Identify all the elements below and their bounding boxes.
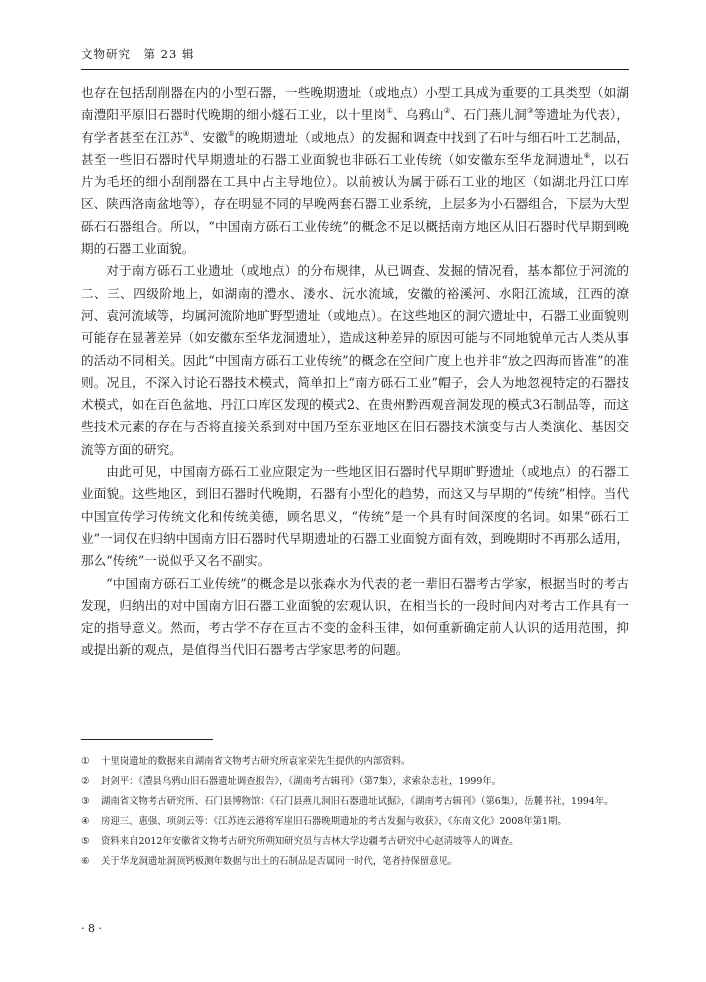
footnote-ref: ⑤: [227, 128, 235, 138]
footnotes: [81, 752, 629, 871]
footnote-number: ①: [81, 756, 90, 767]
footnote-text: 资料来自2012年安徽省文物考古研究所朔知研究员与吉林大学边疆考古研究中心赵清坡等人的调查。: [101, 835, 519, 847]
footnote-ref: ③: [526, 106, 534, 116]
paragraph: [81, 82, 629, 260]
text-run: 由此可见，中国南方砾石工业应限定为一些地区旧石器时代早期旷野遗址（或地点）的石器工业面貌。这些地区，到旧石器时代晚期，石器有小型化的趋势，而这又与早期的“传统”相悖。当代中国宣传学习传统文化和传统美德，顾名思义，“传统”是一个具有时间深度的名词。如果“砾石工业”一词仅在归纳中国南方旧石器时代早期遗址的石器工业面貌方面有效，到晚期时不再那么适用，那么“传统”一说似乎又名不副实。: [81, 464, 629, 569]
footnote-text: 封剑平：《澧县乌鸦山旧石器遗址调查报告》，《湖南考古辑刊》（第7集），求索杂志社，1999年。: [101, 775, 502, 787]
footnote-ref: ⑥: [583, 150, 591, 160]
footnote-text: 房迎三、惠强、项剑云等：《江苏连云港将军崖旧石器晚期遗址的考古发掘与收获》，《东南文化》2008年第1期。: [101, 815, 567, 827]
footnote-number: ③: [81, 795, 90, 807]
main-text: [81, 82, 629, 662]
footnote-text: 湖南省文物考古研究所、石门县博物馆：《石门县燕儿洞旧石器遗址试掘》，《湖南考古辑刊》（第6集），岳麓书社，1994年。: [101, 795, 614, 807]
text-run: 的晚期遗址（或地点）的发掘和调查中找到了石叶与细石叶工艺制品，甚至一些旧石器时代早期遗址的石器工业面貌也非砾石工业传统（如安徽东至华龙洞遗址: [81, 129, 629, 167]
text-run: ，以石片为毛坯的细小刮削器在工具中占主导地位）。以前被认为属于砾石工业的地区（如湖北丹江口库区、陕西洛南盆地等），存在明显不同的早晚两套石器工业系统，上层多为小石器组合，下层为大型砾石石器组合。所以，“中国南方砾石工业传统”的概念不足以概括南方地区从旧石器时代早期到晚期的石器工业面貌。: [81, 151, 630, 257]
footnote-number: ④: [81, 815, 90, 827]
text-run: 对于南方砾石工业遗址（或地点）的分布规律，从已调查、发掘的情况看，基本都位于河流的二、三、四级阶地上，如湖南的澧水、溇水、沅水流域，安徽的裕溪河、水阳江流域，江西的潦河、袁河流域等，均属河流阶地旷野型遗址（或地点）。在这些地区的洞穴遗址中，石器工业面貌则可能存在显著差异（如安徽东至华龙洞遗址），造成这种差异的原因可能与不同地貌单元古人类从事的活动不同相关。因此“中国南方砾石工业传统”的概念在空间广度上也并非“放之四海而皆准”的准则。况且，不深入讨论石器技术模式，简单扣上“南方砾石工业”帽子，会人为地忽视特定的石器技术模式，如在百色盆地、丹江口库区发现的模式2、在贵州黔西观音洞发现的模式3石制品等，而这些技术元素的存在与否将直接关系到对中国乃至东亚地区在旧石器技术演变与古人类演化、基因交流等方面的研究。: [81, 263, 629, 457]
paragraph: [81, 260, 629, 461]
text-run: “中国南方砾石工业传统”的概念是以张森水为代表的老一辈旧石器考古学家，根据当时的考古发现，归纳出的对中国南方旧石器工业面貌的宏观认识，在相当长的一段时间内对考古工作具有一定的指导意义。然而，考古学不存在亘古不变的金科玉律，如何重新确定前人认识的适用范围，抑或提出新的观点，是值得当代旧石器考古学家思考的问题。: [81, 575, 629, 658]
footnote-number: ②: [81, 775, 90, 787]
footnote-separator: [81, 739, 213, 740]
footnote: [81, 752, 629, 772]
paragraph: [81, 573, 629, 662]
text-run: 、乌鸦山: [392, 107, 444, 123]
footnote: [81, 832, 629, 852]
text-run: 等遗址为代表），有学者甚至在江苏: [81, 107, 629, 145]
paragraph: [81, 461, 629, 572]
footnote: [81, 852, 629, 872]
text-run: 也存在包括刮削器在内的小型石器，一些晚期遗址（或地点）小型工具成为重要的工具类型（如湖南澧阳平原旧石器时代晚期的细小燧石工业，以十里岗: [81, 85, 629, 123]
text-run: 、石门燕儿洞: [450, 107, 527, 123]
header-rule: [81, 69, 629, 70]
text-run: 、安徽: [189, 129, 228, 145]
footnote: [81, 812, 629, 832]
page-number: · 8 ·: [81, 922, 102, 935]
footnote-number: ⑥: [81, 855, 90, 867]
footnote-ref: ④: [182, 128, 190, 138]
footnote: [81, 772, 629, 792]
footnote-text: 关于华龙洞遗址洞顶钙板测年数据与出土的石制品是否属同一时代，笔者持保留意见。: [101, 855, 458, 867]
footnote: [81, 792, 629, 812]
running-header: 文物研究 第 23 辑: [81, 47, 195, 61]
footnote-ref: ①: [386, 106, 393, 116]
footnote-text: 十里岗遗址的数据来自湖南省文物考古研究所袁家荣先生提供的内部资料。: [101, 756, 411, 767]
footnote-number: ⑤: [81, 835, 90, 847]
footnote-ref: ②: [443, 106, 451, 116]
